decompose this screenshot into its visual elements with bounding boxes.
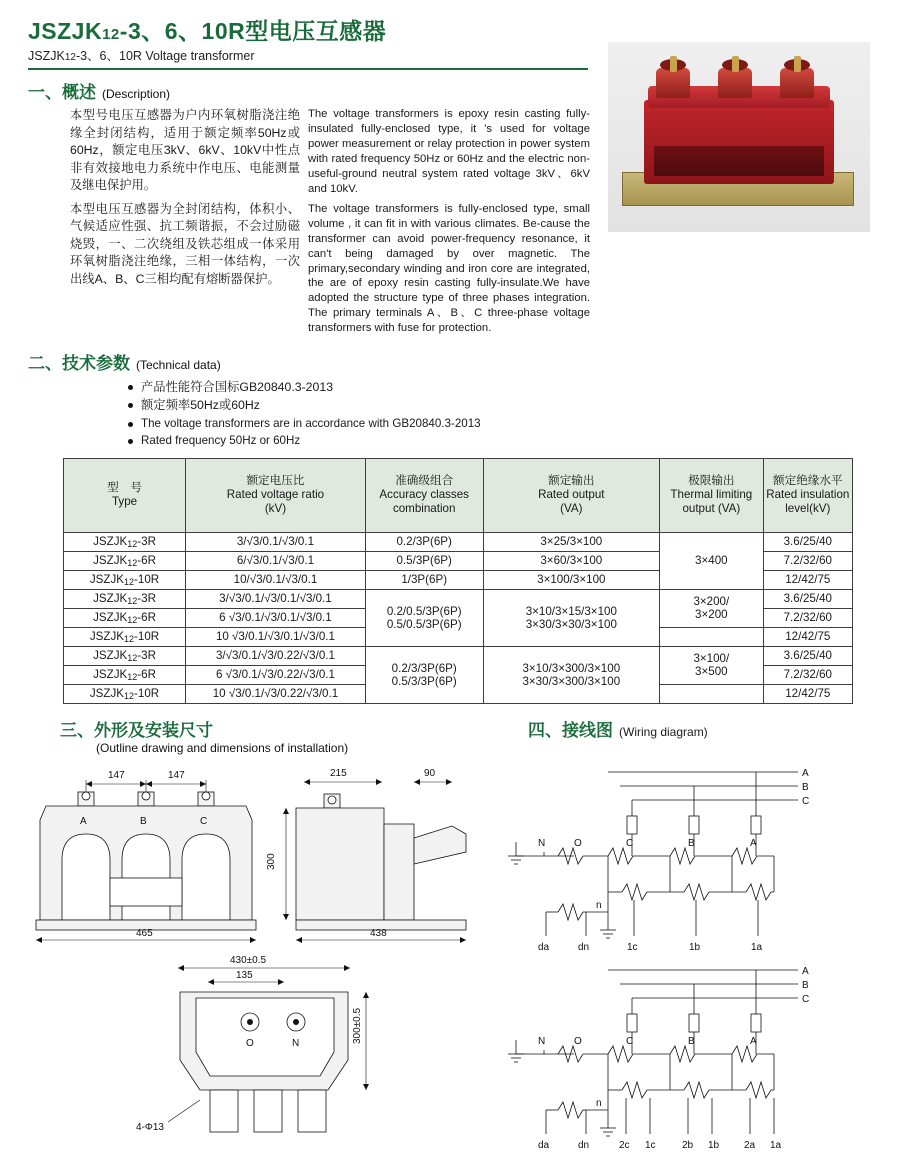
cell-insulation: 3.6/25/40 bbox=[763, 532, 852, 551]
label-phase-b: B bbox=[140, 816, 147, 827]
cell-type: JSZJK12-3R bbox=[64, 589, 186, 608]
front-view bbox=[36, 792, 256, 930]
dim-300-top: 300±0.5 bbox=[352, 1007, 363, 1044]
table-row bbox=[64, 589, 853, 608]
cell-ratio: 10 √3/0.1/√3/0.22/√3/0.1 bbox=[186, 684, 366, 703]
dim-135: 135 bbox=[236, 970, 253, 981]
dim-215: 215 bbox=[330, 768, 347, 779]
out2-label-2c: 2c bbox=[619, 1140, 630, 1150]
description-en bbox=[300, 107, 590, 341]
out-label-1c: 1c bbox=[627, 942, 638, 953]
bus2-label-a: A bbox=[802, 966, 809, 977]
cell-ratio: 6/√3/0.1/√3/0.1 bbox=[186, 551, 366, 570]
cell-ratio: 10 √3/0.1/√3/0.1/√3/0.1 bbox=[186, 627, 366, 646]
dim-147-left: 147 bbox=[108, 770, 125, 781]
table-row bbox=[64, 532, 853, 551]
section-4-title-en: (Wiring diagram) bbox=[619, 724, 708, 739]
wiring-diagram-1 bbox=[508, 768, 809, 953]
terminal-c: C bbox=[626, 838, 634, 849]
label2-n-node: n bbox=[596, 1098, 602, 1109]
dim-147-right: 147 bbox=[168, 770, 185, 781]
cell-insulation: 3.6/25/40 bbox=[763, 646, 852, 665]
product-photo bbox=[608, 42, 870, 232]
title-en-prefix: JSZJK bbox=[28, 49, 65, 64]
outline-drawing-svg bbox=[28, 760, 498, 1150]
cell-insulation: 12/42/75 bbox=[763, 684, 852, 703]
cell-type: JSZJK12-6R bbox=[64, 551, 186, 570]
cell-type: JSZJK12-6R bbox=[64, 608, 186, 627]
out2-label-dn: dn bbox=[578, 1140, 590, 1150]
th-ratio: 额定电压比 Rated voltage ratio (kV) bbox=[186, 458, 366, 532]
terminal-b: B bbox=[688, 838, 695, 849]
cell-thermal: 3×100/ 3×500 bbox=[660, 646, 764, 684]
top-view bbox=[136, 955, 369, 1133]
cell-thermal bbox=[660, 627, 764, 646]
title-suffix: -3、6、10R型电压互感器 bbox=[119, 18, 387, 44]
title-en-suffix: -3、6、10R Voltage transformer bbox=[75, 49, 255, 64]
section-1-title-en: (Description) bbox=[102, 87, 171, 102]
spec-table-body bbox=[64, 532, 853, 703]
cell-ratio: 3/√3/0.1/√3/0.1/√3/0.1 bbox=[186, 589, 366, 608]
cell-thermal: 3×200/ 3×200 bbox=[660, 589, 764, 627]
cell-ratio: 3/√3/0.1/√3/0.1 bbox=[186, 532, 366, 551]
cell-insulation: 12/42/75 bbox=[763, 570, 852, 589]
description-en-p2: The voltage transformers is fully-enclosed type, small volume , it can fit in with various climates. Be-cause the transformer can avoid power-frequency resonance, it can't being damaged by over magnetic. The primary,secondary winding and iron core are integrated, the are of epoxy resin casting fully-insulate.We have adopted the structure type of three phases integration. The primary terminals A、B、C three-phase voltage transformers with fuse for protection. bbox=[308, 202, 590, 335]
wiring-diagram-2 bbox=[508, 966, 809, 1150]
dim-4-phi-13: 4-Φ13 bbox=[136, 1122, 164, 1133]
label-n-node: n bbox=[596, 900, 602, 911]
header-divider bbox=[28, 68, 588, 70]
cell-ratio: 6 √3/0.1/√3/0.1/√3/0.1 bbox=[186, 608, 366, 627]
cell-insulation: 3.6/25/40 bbox=[763, 589, 852, 608]
terminal2-n: N bbox=[538, 1036, 546, 1047]
out2-label-1b: 1b bbox=[708, 1140, 720, 1150]
bullet-item: Rated frequency 50Hz or 60Hz bbox=[128, 432, 872, 449]
cell-ratio: 6 √3/0.1/√3/0.22/√3/0.1 bbox=[186, 665, 366, 684]
terminal-o: O bbox=[574, 838, 582, 849]
terminal2-b: B bbox=[688, 1036, 695, 1047]
spec-table bbox=[63, 458, 853, 704]
title-prefix: JSZJK bbox=[28, 18, 103, 44]
terminal2-o: O bbox=[574, 1036, 582, 1047]
cell-insulation: 12/42/75 bbox=[763, 627, 852, 646]
cell-type: JSZJK12-10R bbox=[64, 627, 186, 646]
section-4-heading bbox=[528, 716, 708, 741]
label-phase-c: C bbox=[200, 816, 208, 827]
description-cn-p2: 本型电压互感器为全封闭结构，体积小、气候适应性强、抗工频谐振，不会过励磁烧毁，一、二次绕组及铁芯组成一体采用环氧树脂浇注绝缘，三相一体结构，一次出线A、B、C三相均配有熔断器保护。 bbox=[70, 201, 300, 286]
description-cn bbox=[28, 107, 300, 341]
out2-label-2b: 2b bbox=[682, 1140, 694, 1150]
bullet-item: 额定频率50Hz或60Hz bbox=[128, 396, 872, 414]
sections-3-4-headings bbox=[28, 716, 872, 762]
spec-table-head bbox=[64, 458, 853, 532]
page-title bbox=[28, 18, 872, 44]
outline-drawings bbox=[28, 760, 498, 1150]
out2-label-1c: 1c bbox=[645, 1140, 656, 1150]
out2-label-2a: 2a bbox=[744, 1140, 756, 1150]
dim-438: 438 bbox=[370, 928, 387, 939]
th-accuracy: 准确级组合 Accuracy classes combination bbox=[365, 458, 483, 532]
tech-data-bullets bbox=[88, 378, 872, 450]
cell-type: JSZJK12-10R bbox=[64, 570, 186, 589]
dim-465: 465 bbox=[136, 928, 153, 939]
cell-accuracy: 0.2/3P(6P) bbox=[365, 532, 483, 551]
cell-output: 3×100/3×100 bbox=[483, 570, 660, 589]
cell-accuracy: 1/3P(6P) bbox=[365, 570, 483, 589]
section-4-title: 四、接线图 bbox=[528, 720, 613, 740]
cell-ratio: 3/√3/0.1/√3/0.22/√3/0.1 bbox=[186, 646, 366, 665]
cell-type: JSZJK12-3R bbox=[64, 646, 186, 665]
bullet-item: The voltage transformers are in accordance with GB20840.3-2013 bbox=[128, 415, 872, 432]
cell-type: JSZJK12-6R bbox=[64, 665, 186, 684]
label-phase-a: A bbox=[80, 816, 87, 827]
cell-accuracy: 0.2/0.5/3P(6P) 0.5/0.5/3P(6P) bbox=[365, 589, 483, 646]
cell-type: JSZJK12-10R bbox=[64, 684, 186, 703]
cell-output: 3×10/3×15/3×100 3×30/3×30/3×100 bbox=[483, 589, 660, 646]
out2-label-da: da bbox=[538, 1140, 550, 1150]
section-3-heading bbox=[60, 716, 348, 755]
label-terminal-n: N bbox=[292, 1038, 300, 1049]
th-output: 额定输出 Rated output (VA) bbox=[483, 458, 660, 532]
th-thermal: 极限输出 Thermal limiting output (VA) bbox=[660, 458, 764, 532]
description-cn-p1: 本型号电压互感器为户内环氧树脂浇注绝缘全封闭结构，适用于额定频率50Hz或60Hz，额定电压3kV、6kV、10kV中性点非有效接地电力系统中作电压、电能测量及继电保护用。 bbox=[70, 108, 300, 193]
section-2-title: 二、技术参数 bbox=[28, 354, 130, 374]
th-type: 型 号 Type bbox=[64, 458, 186, 532]
th-insulation: 额定绝缘水平 Rated insulation level(kV) bbox=[763, 458, 852, 532]
section-2-title-en: (Technical data) bbox=[136, 358, 221, 373]
title-subscript: 12 bbox=[102, 26, 120, 43]
out-label-1b: 1b bbox=[689, 942, 701, 953]
cell-output: 3×25/3×100 bbox=[483, 532, 660, 551]
terminal2-a: A bbox=[750, 1036, 757, 1047]
terminal-a: A bbox=[750, 838, 757, 849]
bullet-item: 产品性能符合国标GB20840.3-2013 bbox=[128, 378, 872, 396]
cell-thermal: 3×400 bbox=[660, 532, 764, 589]
dim-430: 430±0.5 bbox=[230, 955, 267, 966]
title-en-subscript: 12 bbox=[64, 52, 76, 64]
out-label-da: da bbox=[538, 942, 550, 953]
out-label-dn: dn bbox=[578, 942, 590, 953]
section-1-title: 一、概述 bbox=[28, 83, 96, 103]
bus-label-a: A bbox=[802, 768, 809, 779]
terminal-n: N bbox=[538, 838, 546, 849]
cell-accuracy: 0.5/3P(6P) bbox=[365, 551, 483, 570]
terminal2-c: C bbox=[626, 1036, 634, 1047]
cell-insulation: 7.2/32/60 bbox=[763, 665, 852, 684]
cell-output: 3×10/3×300/3×100 3×30/3×300/3×100 bbox=[483, 646, 660, 703]
section-3-title: 三、外形及安装尺寸 bbox=[60, 720, 213, 740]
wiring-diagram-svg bbox=[498, 760, 878, 1150]
bus2-label-c: C bbox=[802, 994, 810, 1005]
label-terminal-o: O bbox=[246, 1038, 254, 1049]
section-3-title-en: (Outline drawing and dimensions of installation) bbox=[96, 740, 349, 755]
bus-label-b: B bbox=[802, 782, 809, 793]
bus-label-c: C bbox=[802, 796, 810, 807]
cell-ratio: 10/√3/0.1/√3/0.1 bbox=[186, 570, 366, 589]
side-view bbox=[266, 768, 466, 943]
wiring-diagrams bbox=[498, 760, 878, 1150]
table-row bbox=[64, 646, 853, 665]
cell-output: 3×60/3×100 bbox=[483, 551, 660, 570]
cell-insulation: 7.2/32/60 bbox=[763, 608, 852, 627]
description-en-p1: The voltage transformers is epoxy resin casting fully- insulated fully-enclosed type, it 's used for voltage power measurement or relay protection in power system with rated frequency 50Hz or 60Hz and the electric non-useful-ground neutral system rated voltage 3kV、6kV and 10kV. bbox=[308, 108, 590, 195]
cell-type: JSZJK12-3R bbox=[64, 532, 186, 551]
dim-90: 90 bbox=[424, 768, 436, 779]
cell-accuracy: 0.2/3/3P(6P) 0.5/3/3P(6P) bbox=[365, 646, 483, 703]
bus2-label-b: B bbox=[802, 980, 809, 991]
out2-label-1a: 1a bbox=[770, 1140, 782, 1150]
section-2-heading bbox=[28, 349, 872, 374]
dim-300: 300 bbox=[266, 853, 277, 870]
cell-thermal bbox=[660, 684, 764, 703]
cell-insulation: 7.2/32/60 bbox=[763, 551, 852, 570]
table-header-row bbox=[64, 458, 853, 532]
out-label-1a: 1a bbox=[751, 942, 763, 953]
